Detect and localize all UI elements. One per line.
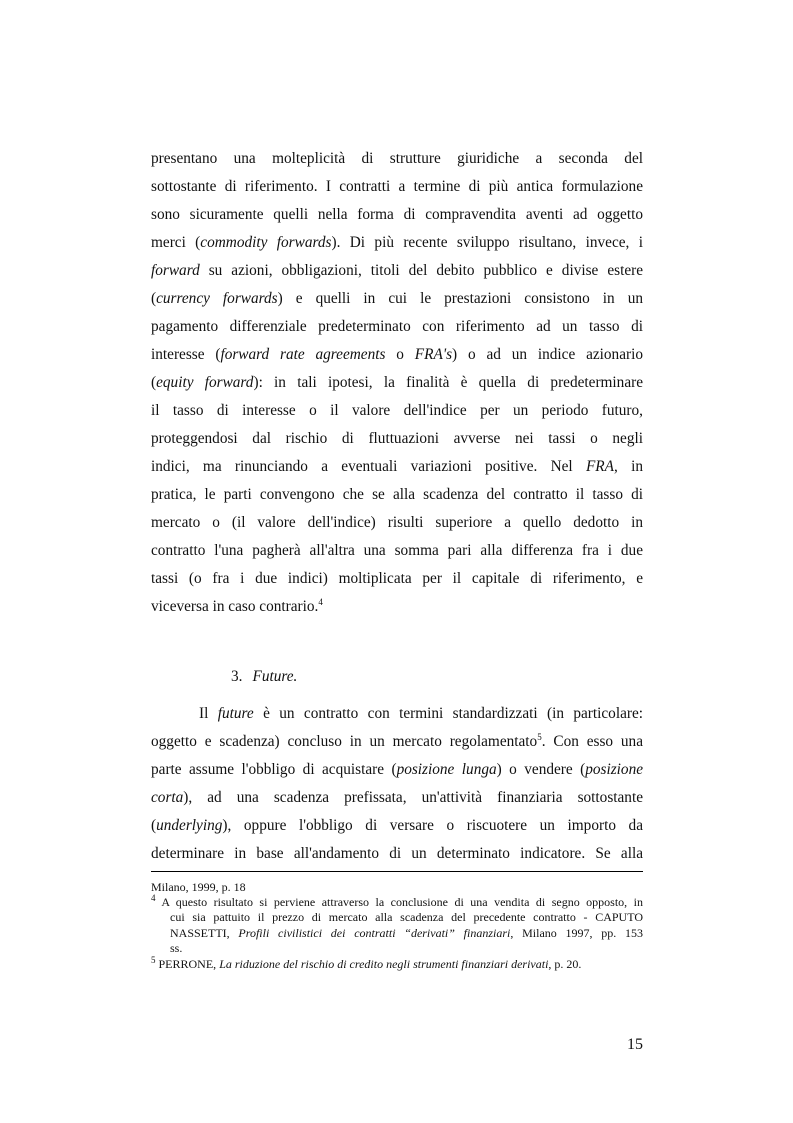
text-line: oggetto e scadenza) concluso in un mercato regolamentato$^5$. Con esso una xyxy=(151,731,643,750)
text-line: corta), ad una scadenza prefissata, un'attività finanziaria sottostante xyxy=(151,789,643,806)
text-line: pagamento differenziale predeterminato con riferimento ad un tasso di xyxy=(151,318,643,335)
text-line: pratica, le parti convengono che se alla scadenza del contratto il tasso di xyxy=(151,486,643,503)
text-line: merci (commodity forwards). Di più recente sviluppo risultano, invece, i xyxy=(151,234,643,251)
page-number: 15 xyxy=(627,1036,643,1053)
text-line: viceversa in caso contrario.$^4$ xyxy=(151,596,323,615)
footnote-continued: Milano, 1999, p. 18 xyxy=(151,880,246,894)
text-line: determinare in base all'andamento di un determinato indicatore. Se alla xyxy=(151,845,643,862)
footnote-ref: 4 xyxy=(318,596,323,607)
footnote-4-line: cui sia pattuito il prezzo di mercato alla scadenza del precedente contratto - CAPUTO xyxy=(170,910,643,924)
footnote-4-line: NASSETTI, Profili civilistici dei contratti “derivati” finanziari, Milano 1997, pp. 153 xyxy=(170,926,643,940)
text-line: sottostante di riferimento. I contratti a termine di più antica formulazione xyxy=(151,178,643,195)
text-line: (equity forward): in tali ipotesi, la finalità è quella di predeterminare xyxy=(151,374,644,391)
text-line: forward su azioni, obbligazioni, titoli del debito pubblico e divise estere xyxy=(151,262,643,279)
text-line: tassi (o fra i due indici) moltiplicata per il capitale di riferimento, e xyxy=(151,570,643,587)
text-line: proteggendosi dal rischio di fluttuazioni avverse nei tassi o negli xyxy=(151,430,643,447)
section-title: Future. xyxy=(252,668,298,685)
text-line: il tasso di interesse o il valore dell'indice per un periodo futuro, xyxy=(151,402,643,419)
text-line: parte assume l'obbligo di acquistare (posizione lunga) o vendere (posizione xyxy=(151,761,644,778)
text-line: (currency forwards) e quelli in cui le prestazioni consistono in un xyxy=(151,290,643,307)
text-line: sono sicuramente quelli nella forma di compravendita aventi ad oggetto xyxy=(151,206,643,223)
text-line: indici, ma rinunciando a eventuali variazioni positive. Nel FRA, in xyxy=(151,458,643,475)
footnote-separator xyxy=(151,871,643,872)
footnote-4-line: ss. xyxy=(170,941,183,955)
text-line: (underlying), oppure l'obbligo di versare o riscuotere un importo da xyxy=(151,817,643,834)
footnote-4: $^4$ A questo risultato si perviene attraverso la conclusione di una vendita di segno opposto, in xyxy=(151,893,643,909)
text-line: Il future è un contratto con termini standardizzati (in particolare: xyxy=(199,705,643,722)
text-line: mercato o (il valore dell'indice) risulti superiore a quello dedotto in xyxy=(151,514,643,531)
text-line: interesse (forward rate agreements o FRA's) o ad un indice azionario xyxy=(151,346,643,363)
text-line: contratto l'una pagherà all'altra una somma pari alla differenza fra i due xyxy=(151,542,643,559)
section-heading xyxy=(231,668,297,686)
footnote-ref: 5 xyxy=(537,731,542,742)
text-line: presentano una molteplicità di strutture giuridiche a seconda del xyxy=(151,150,643,167)
footnote-5: $^5$ PERRONE, La riduzione del rischio di credito negli strumenti finanziari derivati, p. 20. xyxy=(151,955,582,971)
section-number: 3. xyxy=(231,668,243,685)
